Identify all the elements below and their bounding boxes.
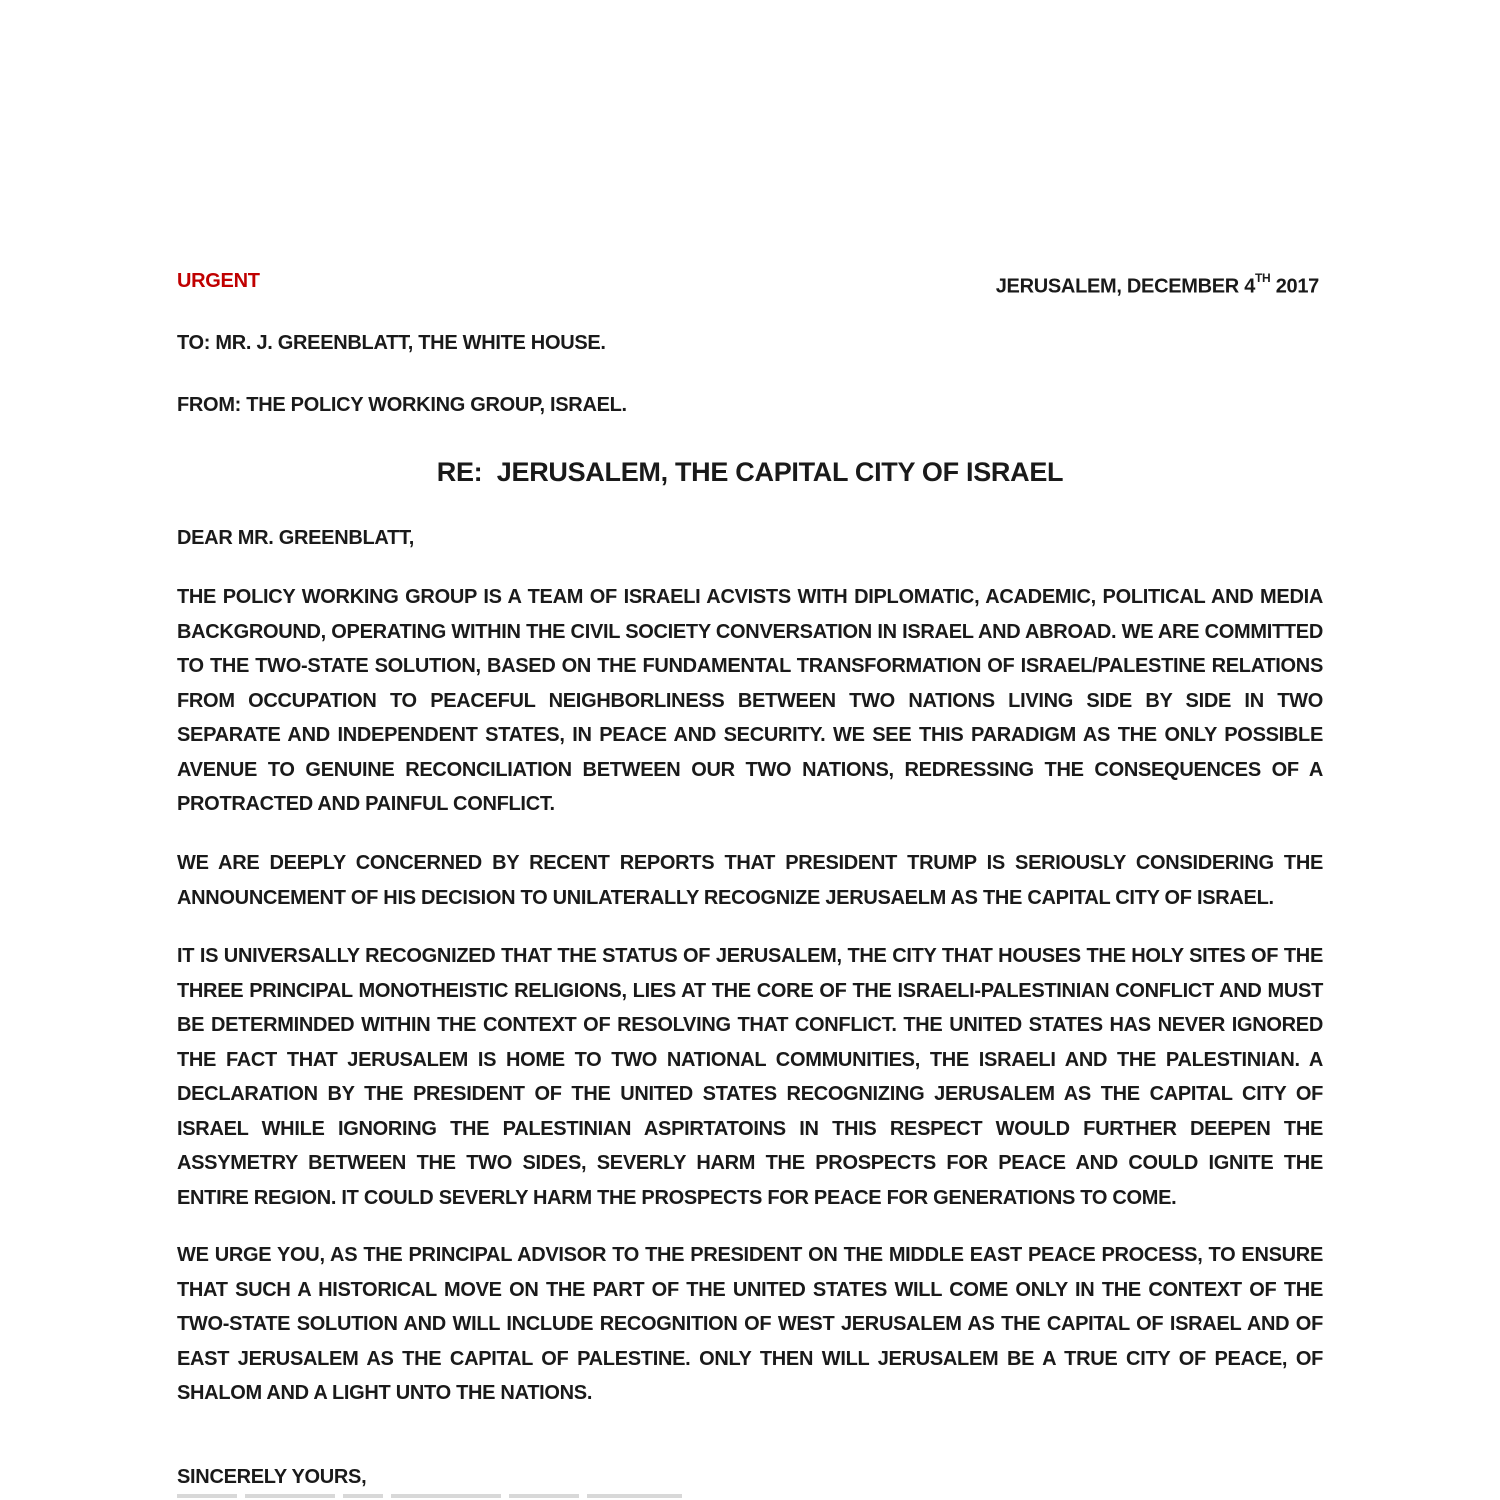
subject-heading: RE: JERUSALEM, THE CAPITAL CITY OF ISRAEL [436, 457, 1064, 487]
body-paragraph-2: WE ARE DEEPLY CONCERNED BY RECENT REPORTS THAT PRESIDENT TRUMP IS SERIOUSLY CONSIDERING THE ANNOUNCEMENT OF HIS DECISION TO UNILATERALLY RECOGNIZE JERUSAELM AS THE CAPITAL CITY OF ISRAEL. [177, 852, 1323, 909]
body-paragraph-1: THE POLICY WORKING GROUP IS A TEAM OF ISRAELI ACVISTS WITH DIPLOMATIC, ACADEMIC, POLITICAL AND MEDIA BACKGROUND, OPERATING WITHIN THE CIVIL SOCIETY CONVERSATION IN ISRAEL AND ABROAD. WE ARE COMMITTED TO THE TWO-STATE SOLUTION, BASED ON THE FUNDAMENTAL TRANSFORMATION OF ISRAEL/PALESTINE RELATIONS FROM OCCUPATION TO PEACEFUL NEIGHBORLINESS BETWEEN TWO NATIONS LIVING SIDE BY SIDE IN TWO SEPARATE AND INDEPENDENT STATES, IN PEACE AND SECURITY. WE SEE THIS PARADIGM AS THE ONLY POSSIBLE AVENUE TO GENUINE RECONCILIATION BETWEEN OUR TWO NATIONS, REDRESSING THE CONSEQUENCES OF A PROTRACTED AND PAINFUL CONFLICT. [177, 586, 1323, 815]
body-paragraph-3: IT IS UNIVERSALLY RECOGNIZED THAT THE STATUS OF JERUSALEM, THE CITY THAT HOUSES THE HOLY SITES OF THE THREE PRINCIPAL MONOTHEISTIC RELIGIONS, LIES AT THE CORE OF THE ISRAELI-PALESTINIAN CONFLICT AND MUST BE DETERMINDED WITHIN THE CONTEXT OF RESOLVING THAT CONFLICT. THE UNITED STATES HAS NEVER IGNORED THE FACT THAT JERUSALEM IS HOME TO TWO NATIONAL COMMUNITIES, THE ISRAELI AND THE PALESTINIAN. A DECLARATION BY THE PRESIDENT OF THE UNITED STATES RECOGNIZING JERUSALEM AS THE CAPITAL CITY OF ISRAEL WHILE IGNORING THE PALESTINIAN ASPIRTATOINS IN THIS RESPECT WOULD FURTHER DEEPEN THE ASSYMETRY BETWEEN THE TWO SIDES, SEVERLY HARM THE PROSPECTS FOR PEACE AND COULD IGNITE THE ENTIRE REGION. IT COULD SEVERLY HARM THE PROSPECTS FOR PEACE FOR GENERATIONS TO COME. [177, 945, 1323, 1209]
body-paragraph-4: WE URGE YOU, AS THE PRINCIPAL ADVISOR TO THE PRESIDENT ON THE MIDDLE EAST PEACE PROCESS, TO ENSURE THAT SUCH A HISTORICAL MOVE ON THE PART OF THE UNITED STATES WILL COME ONLY IN THE CONTEXT OF THE TWO-STATE SOLUTION AND WILL INCLUDE RECOGNITION OF WEST JERUSALEM AS THE CAPITAL OF ISRAEL AND OF EAST JERUSALEM AS THE CAPITAL OF PALESTINE. ONLY THEN WILL JERUSALEM BE A TRUE CITY OF PEACE, OF SHALOM AND A LIGHT UNTO THE NATIONS. [177, 1244, 1323, 1404]
letter-body [177, 266, 1323, 1488]
urgent-label: URGENT [177, 270, 260, 292]
dateline-year: 2017 [1270, 275, 1319, 298]
recipient-line: TO: MR. J. GREENBLATT, THE WHITE HOUSE. [177, 332, 606, 354]
dateline-ordinal: TH [1255, 271, 1271, 285]
salutation: DEAR MR. GREENBLATT, [177, 527, 414, 549]
dateline-prefix: JERUSALEM, DECEMBER 4 [995, 275, 1256, 298]
dateline [996, 266, 1319, 302]
letter-header-row [177, 266, 1323, 296]
sender-line: FROM: THE POLICY WORKING GROUP, ISRAEL. [177, 394, 627, 416]
cut-off-text-line [177, 1494, 697, 1500]
closing: SINCERELY YOURS, [177, 1466, 367, 1488]
